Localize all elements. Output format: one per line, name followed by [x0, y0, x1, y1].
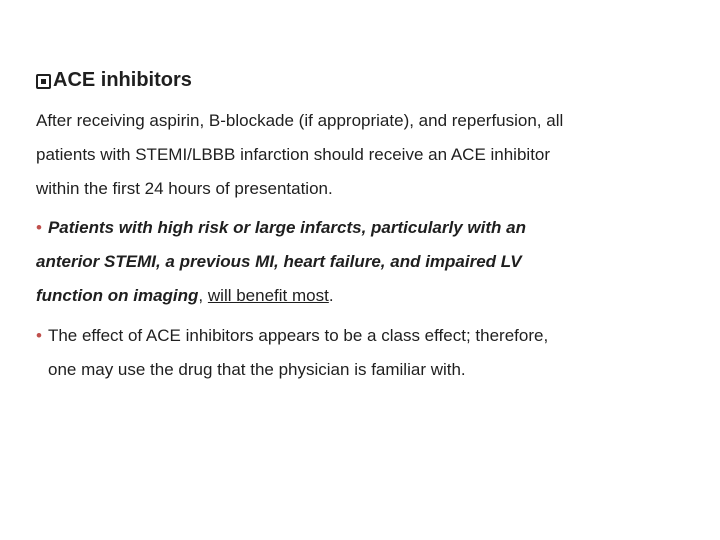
bullet2-line-1 [36, 318, 686, 352]
bullet-item-high-risk [36, 210, 676, 312]
bullet2-text-1: The effect of ACE inhibitors appears to be a class effect; therefore, [47, 326, 549, 345]
bullet1-text-1: Patients with high risk or large infarcts, particularly with an [47, 218, 526, 237]
checkbox-bullet-icon [36, 74, 51, 89]
bullet2-line-2: one may use the drug that the physician is familiar with. [48, 360, 466, 379]
intro-line-3: within the ﬁrst 24 hours of presentation. [36, 179, 333, 198]
intro-line-1: After receiving aspirin, B-blockade (if appropriate), and reperfusion, all [36, 111, 564, 130]
intro-line-2: patients with STEMI/LBBB infarction should receive an ACE inhibitor [36, 145, 551, 164]
bullet1-text-2: anterior STEMI, a previous MI, heart failure, and impaired LV [36, 252, 522, 271]
bullet1-line-1 [36, 210, 676, 244]
bullet1-underlined-text: will beneﬁt most [207, 286, 329, 305]
bullet1-text-3-bold: function on imaging [36, 286, 199, 305]
heading-title: ACE inhibitors [53, 68, 192, 91]
bullet1-line-3 [36, 278, 676, 312]
bullet-marker: • [36, 326, 42, 345]
intro-paragraph [36, 104, 676, 206]
bullet1-comma: , [198, 286, 204, 305]
bullet1-period: . [328, 286, 334, 305]
bullet1-line-2 [36, 244, 676, 278]
slide-heading [36, 67, 192, 93]
bullet-item-class-effect [36, 318, 686, 386]
bullet-marker: • [36, 218, 42, 237]
